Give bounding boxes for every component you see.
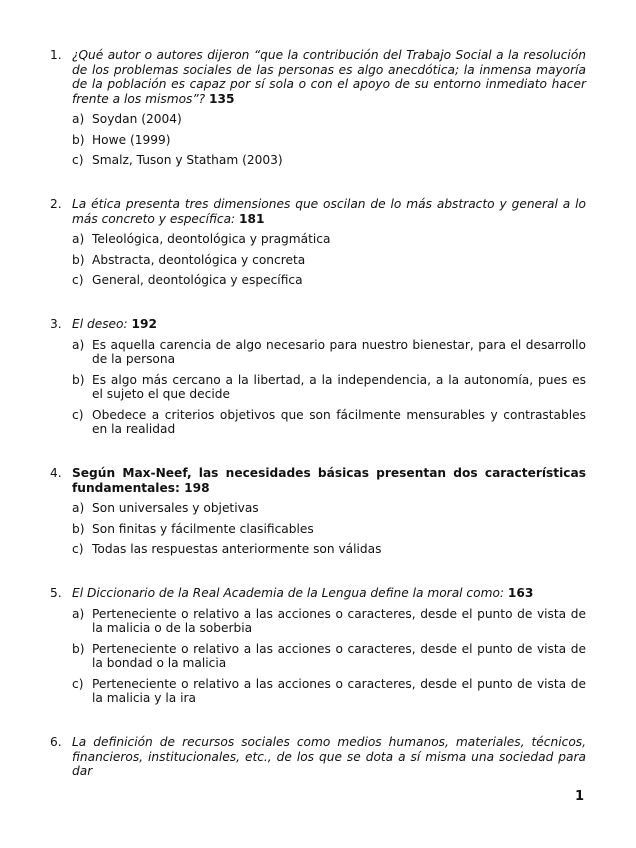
question-number: 2. bbox=[50, 197, 62, 211]
question-text: La definición de recursos sociales como medios humanos, materiales, técnicos, financieros, institucionales, etc., de los que se dota a sí misma una sociedad para dar bbox=[72, 735, 586, 778]
option-text: General, deontológica y específica bbox=[92, 273, 303, 287]
question-number: 6. bbox=[50, 735, 62, 749]
option-text: Howe (1999) bbox=[92, 132, 171, 147]
answer-option bbox=[72, 501, 586, 516]
answer-option bbox=[72, 522, 586, 537]
option-letter: a) bbox=[72, 337, 85, 352]
option-letter: c) bbox=[72, 542, 84, 556]
option-text: Son finitas y fácilmente clasificables bbox=[92, 521, 314, 536]
answer-option bbox=[72, 373, 586, 402]
option-text: Es aquella carencia de algo necesario para nuestro bienestar, para el desarrollo de la persona bbox=[92, 337, 586, 366]
answer-option bbox=[72, 253, 586, 268]
question-number: 1. bbox=[50, 48, 62, 62]
answer-option bbox=[72, 153, 586, 168]
question-reference: 135 bbox=[209, 91, 235, 106]
option-text: Soydan (2004) bbox=[92, 112, 182, 126]
answer-option bbox=[72, 607, 586, 636]
page-number: 1 bbox=[574, 789, 584, 804]
option-text: Abstracta, deontológica y concreta bbox=[92, 252, 306, 267]
answer-option bbox=[72, 232, 586, 247]
option-text: Son universales y objetivas bbox=[92, 501, 259, 515]
option-text: Teleológica, deontológica y pragmática bbox=[92, 232, 331, 246]
question-number: 3. bbox=[50, 317, 62, 331]
option-letter: a) bbox=[72, 501, 85, 515]
answer-option bbox=[72, 542, 586, 557]
option-letter: b) bbox=[72, 372, 85, 387]
question-3 bbox=[50, 317, 586, 437]
answer-option bbox=[72, 642, 586, 671]
question-text: Según Max-Neef, las necesidades básicas presentan dos características fundamentales: 198 bbox=[72, 466, 586, 495]
option-text: Todas las respuestas anteriormente son válidas bbox=[92, 542, 382, 556]
option-letter: a) bbox=[72, 606, 85, 621]
option-letter: c) bbox=[72, 676, 84, 691]
question-text: El deseo: 192 bbox=[72, 317, 157, 331]
question-6 bbox=[50, 735, 586, 779]
question-number: 5. bbox=[50, 586, 62, 600]
question-reference: 198 bbox=[184, 480, 210, 495]
option-letter: a) bbox=[72, 112, 85, 126]
question-4 bbox=[50, 466, 586, 557]
question-1 bbox=[50, 48, 586, 168]
option-text: Perteneciente o relativo a las acciones o caracteres, desde el punto de vista de la malicia y la ira bbox=[92, 676, 586, 705]
question-5 bbox=[50, 586, 586, 706]
option-text: Perteneciente o relativo a las acciones o caracteres, desde el punto de vista de la bondad o la malicia bbox=[92, 641, 586, 670]
option-text: Obedece a criterios objetivos que son fácilmente mensurables y contrastables en la realidad bbox=[92, 407, 586, 436]
option-letter: b) bbox=[72, 521, 85, 536]
option-letter: c) bbox=[72, 153, 84, 167]
question-number: 4. bbox=[50, 466, 62, 480]
answer-option bbox=[72, 273, 586, 288]
question-text: ¿Qué autor o autores dijeron “que la contribución del Trabajo Social a la resolución de los problemas sociales de las personas es algo anecdótica; la inmensa mayoría de la población es capaz por sí sola o con el apoyo de su entorno inmediato hacer frente a los mismos”? 135 bbox=[72, 48, 586, 106]
answer-option bbox=[72, 133, 586, 148]
option-letter: c) bbox=[72, 273, 84, 287]
question-reference: 181 bbox=[239, 211, 265, 226]
option-letter: c) bbox=[72, 407, 84, 422]
question-text: La ética presenta tres dimensiones que oscilan de lo más abstracto y general a lo más concreto y específica: 181 bbox=[72, 197, 586, 226]
answer-option bbox=[72, 408, 586, 437]
question-2 bbox=[50, 197, 586, 288]
option-text: Perteneciente o relativo a las acciones o caracteres, desde el punto de vista de la malicia o de la soberbia bbox=[92, 606, 586, 635]
option-letter: b) bbox=[72, 132, 85, 147]
option-letter: a) bbox=[72, 232, 85, 246]
option-text: Es algo más cercano a la libertad, a la independencia, a la autonomía, pues es el sujeto el que decide bbox=[92, 372, 586, 401]
option-letter: b) bbox=[72, 252, 85, 267]
answer-option bbox=[72, 338, 586, 367]
question-reference: 192 bbox=[131, 317, 157, 331]
answer-option bbox=[72, 677, 586, 706]
question-text: El Diccionario de la Real Academia de la Lengua define la moral como: 163 bbox=[72, 586, 534, 600]
answer-option bbox=[72, 112, 586, 127]
option-letter: b) bbox=[72, 641, 85, 656]
question-reference: 163 bbox=[507, 586, 534, 600]
option-text: Smalz, Tuson y Statham (2003) bbox=[92, 153, 283, 167]
